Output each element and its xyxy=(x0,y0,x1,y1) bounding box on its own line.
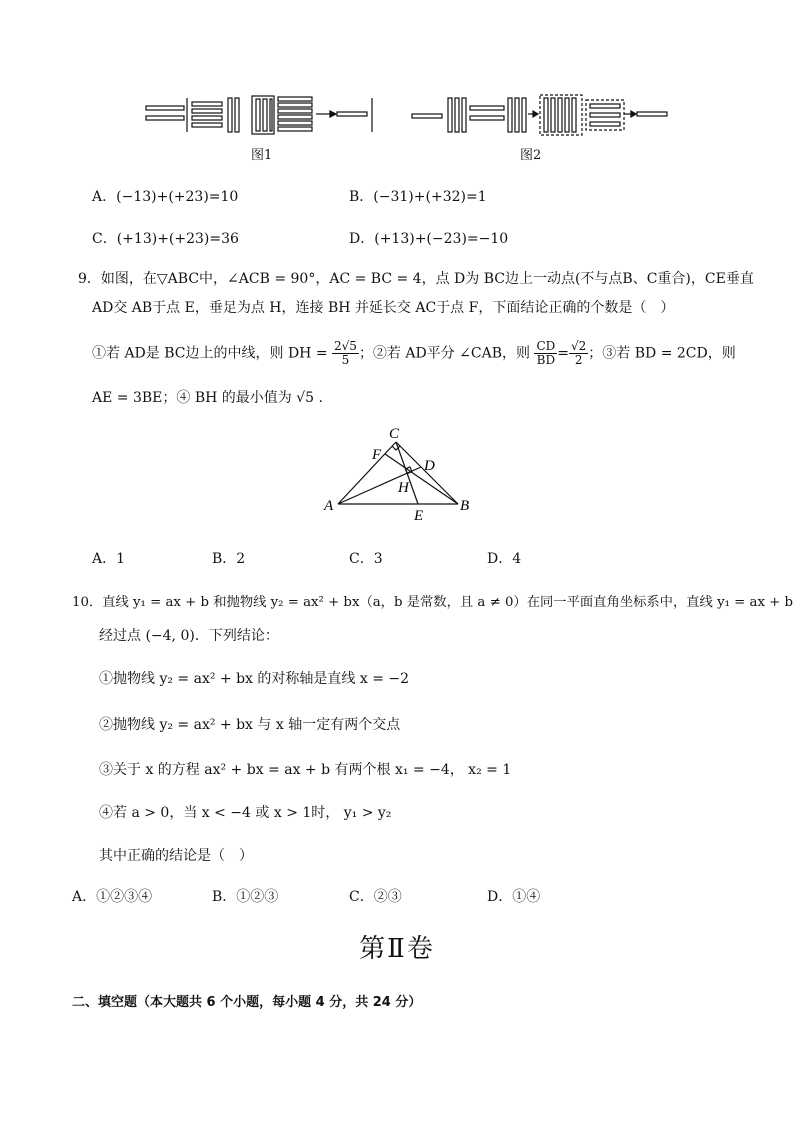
q9-s2-rhs-fraction xyxy=(569,340,588,367)
q8-option-a xyxy=(92,186,238,206)
q10-option-a: A．①②③④ xyxy=(72,889,153,905)
q9-s1-denominator: 5 xyxy=(341,353,350,367)
q8-option-d-expr: (+13)+(−23)=−10 xyxy=(374,231,509,247)
q8-option-a-expr: (−13)+(+23)=10 xyxy=(116,189,239,205)
point-label-a: A xyxy=(324,498,334,514)
point-label-e: E xyxy=(414,508,424,524)
q8-option-d-label: D． xyxy=(349,231,375,247)
point-label-f: F xyxy=(372,447,382,463)
q9-option-c: C．3 xyxy=(349,551,383,567)
q10-statement-3: ③关于 x 的方程 ax² + bx = ax + b 有两个根 x₁ = −4， x₂ = 1 xyxy=(99,762,512,778)
q9-s2-rhs-denominator: 2 xyxy=(574,353,583,367)
q9-s2-fraction xyxy=(534,340,557,367)
q9-s2-numerator: CD xyxy=(536,339,556,353)
point-label-h: H xyxy=(398,480,409,496)
fill-in-blank-heading: 二、填空题（本大题共 6 个小题，每小题 4 分，共 24 分） xyxy=(72,995,422,1010)
q9-line-2: AD交 AB于点 E，垂足为点 H，连接 BH 并延长交 AC于点 F，下面结论正确的个数是（ ） xyxy=(92,300,675,316)
q10-option-d: D．①④ xyxy=(487,889,541,905)
q10-statement-1: ①抛物线 y₂ = ax² + bx 的对称轴是直线 x = −2 xyxy=(99,671,410,687)
q9-s2-denominator: BD xyxy=(536,353,556,367)
q8-option-b xyxy=(349,186,487,206)
q9-option-d: D．4 xyxy=(487,551,522,567)
q8-option-b-label: B． xyxy=(349,189,374,205)
q10-statement-4: ④若 a > 0，当 x < −4 或 x > 1时， y₁ > y₂ xyxy=(99,805,392,821)
q9-s2-rhs-numerator: √2 xyxy=(571,339,587,353)
point-label-d: D xyxy=(424,458,435,474)
q8-option-d xyxy=(349,228,508,248)
q9-s1-text: ①若 AD是 BC边上的中线，则 DH = xyxy=(92,345,328,362)
q10-statement-2: ②抛物线 y₂ = ax² + bx 与 x 轴一定有两个交点 xyxy=(99,717,401,733)
q10-option-c: C．②③ xyxy=(349,889,402,905)
q8-option-c-label: C． xyxy=(92,231,117,247)
q10-question: 其中正确的结论是（ ） xyxy=(99,848,253,864)
bar-figure-2 xyxy=(406,92,672,138)
q8-option-c xyxy=(92,228,239,248)
q8-option-b-expr: (−31)+(+32)=1 xyxy=(373,189,487,205)
q8-option-a-label: A． xyxy=(92,189,117,205)
q8-option-c-expr: (+13)+(+23)=36 xyxy=(116,231,239,247)
q9-s1-numerator: 2√5 xyxy=(334,339,357,353)
figure-1-caption: 图1 xyxy=(251,148,273,163)
point-label-b: B xyxy=(460,498,470,514)
q10-line-2: 经过点 (−4, 0)．下列结论： xyxy=(99,628,279,644)
point-label-c: C xyxy=(389,426,400,442)
triangle-figure xyxy=(318,424,478,524)
q9-s2-text: ；②若 AD平分 ∠CAB，则 xyxy=(358,345,531,362)
bar-figure-1 xyxy=(140,92,380,138)
q9-option-a: A．1 xyxy=(92,551,126,567)
q9-line-1: 9．如图，在▽ABC中，∠ACB = 90°，AC = BC = 4，点 D为 BC边上一动点(不与点B、C重合)，CE垂直 xyxy=(78,271,754,287)
q9-s1-fraction xyxy=(332,340,359,367)
q9-s3-text: ；③若 BD = 2CD，则 xyxy=(588,345,736,362)
q10-option-b: B．①②③ xyxy=(212,889,279,905)
q9-line-4: AE = 3BE；④ BH 的最小值为 √5 . xyxy=(92,390,323,406)
figure-2-caption: 图2 xyxy=(520,148,542,163)
section-title: 第Ⅱ卷 xyxy=(359,934,435,964)
q9-s2-equals: = xyxy=(557,345,570,362)
q10-line-1: 10．直线 y₁ = ax + b 和抛物线 y₂ = ax² + bx（a，b 是常数，且 a ≠ 0）在同一平面直角坐标系中，直线 y₁ = ax + b xyxy=(72,595,794,610)
q9-option-b: B．2 xyxy=(212,551,246,567)
q9-statements-line xyxy=(92,340,736,367)
